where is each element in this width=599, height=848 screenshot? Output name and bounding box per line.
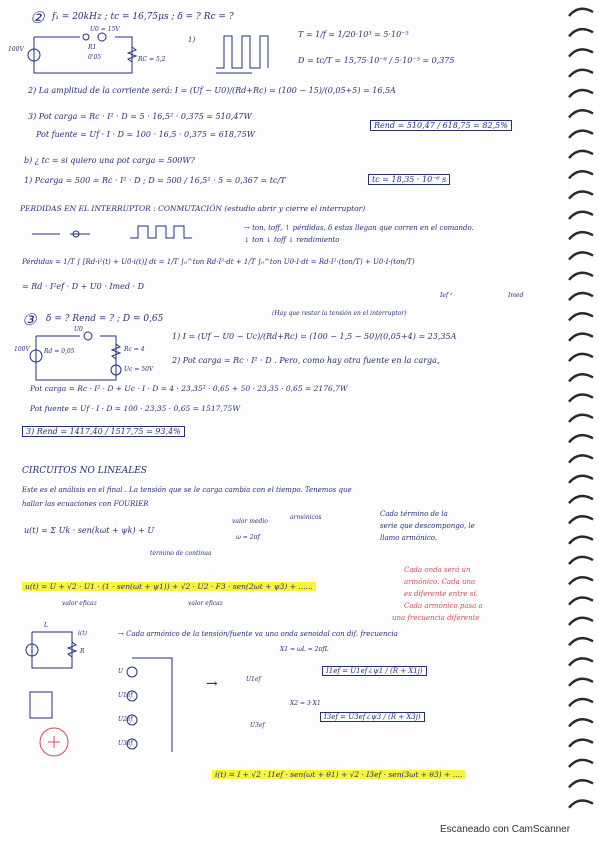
spiral-ring xyxy=(569,395,593,402)
red-note-5: una frecuencia diferente xyxy=(392,614,480,622)
spiral-ring xyxy=(569,49,593,56)
fourier-label-dc-term: término de continua xyxy=(150,550,212,557)
spiral-ring xyxy=(569,252,593,259)
spiral-ring xyxy=(569,577,593,584)
ief-label: Ief ² xyxy=(440,292,453,299)
period-formula: T = 1/f = 1/20·10³ = 5·10⁻⁵ xyxy=(298,30,409,39)
spiral-ring xyxy=(569,598,593,605)
spiral-ring xyxy=(569,374,593,381)
item2-current: 2) La amplitud de la corriente será: I = (Uf − U0)/(Rd+Rc) = (100 − 15)/(0,05+5) = 16,5A xyxy=(28,86,396,95)
decomp-u2: U2ef xyxy=(118,716,133,723)
spiral-ring xyxy=(569,679,593,686)
part-b-header: b) ¿ tc = si quiero una pot carga = 500W? xyxy=(24,156,195,165)
spiral-ring xyxy=(569,313,593,320)
circuit2-rc-label: Rc = 4 xyxy=(124,346,145,353)
problem-3-load-power: Pot carga = Rc · I² · D + Uc · I · D = 4 · 23,35² · 0,65 + 50 · 23,35 · 0,65 = 2176,7W xyxy=(30,384,348,393)
harmonic-note-3: llamo armónico. xyxy=(380,534,438,542)
decomposed-circuit xyxy=(22,652,182,772)
circuit-L-label: L xyxy=(44,622,48,629)
red-note-1: Cada onda será un xyxy=(404,566,471,574)
red-note-4: Cada armónico pasa a xyxy=(404,602,483,610)
decomp-u-bar: U xyxy=(118,668,124,675)
losses-result-formula: = Rd · I²ef · D + U0 · Imed · D xyxy=(22,282,145,291)
u1ef-source-label: U1ef xyxy=(246,676,261,683)
spiral-ring xyxy=(569,760,593,767)
spiral-ring xyxy=(569,801,593,808)
spiral-ring xyxy=(569,171,593,178)
imed-label: Imed xyxy=(508,292,524,299)
i1ef-formula: I1ef = U1ef∠ψ1 / (R + X1j) xyxy=(322,666,427,676)
decomp-u1: U1ef xyxy=(118,692,133,699)
problem-3-step1: 1) I = (Uf − U0 − Uc)/(Rd+Rc) = (100 − 1,5 − 50)/(0,05+4) = 23,35A xyxy=(172,332,457,341)
circuit1-r1-value: 0'05 xyxy=(88,54,102,61)
i3ef-formula: I3ef = U3ef∠ψ3 / (R + X3j) xyxy=(320,712,425,722)
problem-2-header: f₁ = 20kHz ; tc = 16,75μs ; δ = ? Rc = ? xyxy=(52,12,234,22)
spiral-ring xyxy=(569,212,593,219)
spiral-ring xyxy=(569,293,593,300)
spiral-binding xyxy=(565,0,599,820)
harmonic-note-1: Cada término de la xyxy=(380,510,448,518)
spiral-ring xyxy=(569,90,593,97)
problem-number-2: ② xyxy=(30,8,45,27)
spiral-ring xyxy=(569,699,593,706)
problem-3-source-power: Pot fuente = Uf · I · D = 100 · 23,35 · 0,65 = 1517,75W xyxy=(30,404,241,413)
spiral-ring xyxy=(569,9,593,16)
nonlinear-intro-1: Este es el análisis en el final . La tensión que se le carga cambia con el tiempo. Tenemos que xyxy=(22,486,352,494)
arrow-icon: → xyxy=(206,676,218,692)
spiral-ring xyxy=(569,70,593,77)
circuit1-source-label: 100V xyxy=(8,46,24,53)
decomp-u3: U3ef xyxy=(118,740,133,747)
spiral-ring xyxy=(569,29,593,36)
u3ef-source-label: U3ef xyxy=(250,722,265,729)
circuit2-source-label: 100V xyxy=(14,346,30,353)
spiral-ring xyxy=(569,638,593,645)
circuit2-u0-label: U0 xyxy=(74,326,83,333)
spiral-ring xyxy=(569,131,593,138)
item3-load-power: 3) Pot carga = Rc · I² · D = 5 · 16,5² · 0,375 = 510,47W xyxy=(28,112,252,121)
series-label-rms-1: valor eficaz xyxy=(62,600,97,607)
spiral-ring xyxy=(569,780,593,787)
spiral-ring xyxy=(569,537,593,544)
spiral-ring xyxy=(569,192,593,199)
circuit1-u0-label: U0 = 15V xyxy=(90,26,120,33)
spiral-ring xyxy=(569,151,593,158)
losses-note-2: ↓ ton ↓ toff ↓ rendimiento xyxy=(244,236,340,244)
circuit-R-label: R xyxy=(80,648,85,655)
circuit-current-label: i(t) xyxy=(78,630,88,637)
duty-formula: D = tc/T = 15,75·10⁻⁶ / 5·10⁻⁵ = 0,375 xyxy=(298,56,455,65)
spiral-ring xyxy=(569,719,593,726)
waveform-label: 1) xyxy=(188,36,196,44)
problem-3-step2: 2) Pot carga = Rc · I² · D . Pero, como hay otra fuente en la carga, xyxy=(172,356,440,365)
part-b-formula: 1) Pcarga = 500 = Rc · I² · D ; D = 500 / 16,5² · 5 = 0,367 = tc/T xyxy=(24,176,286,185)
problem-3-efficiency: 3) Rend = 1417,40 / 1517,75 = 93,4% xyxy=(22,426,185,437)
problem-3-header: δ = ? Rend = ? ; D = 0,65 xyxy=(46,314,164,324)
spiral-ring xyxy=(569,273,593,280)
spiral-ring xyxy=(569,455,593,462)
problem-3-note: (Hay que restar la tensión en el interruptor) xyxy=(272,310,407,317)
circuit2-uc-label: Uc = 50V xyxy=(124,366,154,373)
circuit-diagram-1 xyxy=(20,25,190,85)
spiral-ring xyxy=(569,415,593,422)
nonlinear-header: CIRCUITOS NO LINEALES xyxy=(22,466,147,476)
highlighted-fourier-series: u(t) = U + √2 · U1 · (1 · sen(ωt + ψ1)) + √2 · U2 · F3 · sen(2ωt + ψ3) + ...... xyxy=(22,582,316,591)
spiral-ring xyxy=(569,658,593,665)
pulse-waveform-1 xyxy=(212,28,272,78)
losses-header: PERDIDAS EN EL INTERRUPTOR : CONMUTACIÓN (estudio abrir y cierre el interruptor) xyxy=(20,204,366,213)
problem-number-3: ③ xyxy=(22,310,37,329)
reactance-x3: X2 = 3·X1 xyxy=(290,700,321,707)
spiral-ring xyxy=(569,354,593,361)
spiral-ring xyxy=(569,476,593,483)
red-note-3: es diferente entre sí. xyxy=(404,590,478,598)
harmonic-note-2: serie que descompongo, le xyxy=(380,522,475,530)
nonlinear-intro-2: hallar las ecuaciones con FOURIER xyxy=(22,500,149,508)
spiral-ring xyxy=(569,232,593,239)
final-current-equation: i(t) = I + √2 · I1ef · sen(ωt + θ1) + √2 · I3ef · sen(3ωt + θ3) + .... xyxy=(212,770,465,779)
spiral-ring xyxy=(569,740,593,747)
spiral-ring xyxy=(569,110,593,117)
spiral-ring xyxy=(569,496,593,503)
circuit-diagram-2 xyxy=(20,326,160,386)
scanner-watermark: Escaneado con CamScanner xyxy=(440,824,571,835)
spiral-ring xyxy=(569,334,593,341)
losses-integral-formula: Pérdidas = 1/T ∫ [Rd·i²(t) + U0·i(t)] dt = 1/T ∫₀^ton Rd·I²·dt + 1/T ∫₀^ton U0·I·dt = Rd·I²·(ton/T) + U0·I·(ton/T) xyxy=(22,258,415,266)
harmonic-circuit-note: → Cada armónico de la tensión/fuente va una onda senoidal con dif. frecuencia xyxy=(118,630,398,638)
fourier-label-mean: valor medio xyxy=(232,518,268,525)
spiral-ring xyxy=(569,618,593,625)
part-b-result: tc = 18,35 · 10⁻⁶ s xyxy=(368,174,450,185)
fourier-label-omega: ω = 2πf xyxy=(236,534,260,541)
circuit1-r1-label: R1 xyxy=(88,44,97,51)
series-label-rms-2: valor eficaz xyxy=(188,600,223,607)
switching-waveform xyxy=(30,222,230,242)
spiral-ring xyxy=(569,435,593,442)
spiral-ring xyxy=(569,557,593,564)
circuit1-rc-label: RC = 5,2 xyxy=(138,56,166,63)
item3-source-power: Pot fuente = Uf · I · D = 100 · 16,5 · 0,375 = 618,75W xyxy=(36,130,255,139)
red-note-2: armónico. Cada una xyxy=(404,578,476,586)
circuit2-rd-label: Rd = 0,05 xyxy=(44,348,75,355)
fourier-label-harmonics: armónicos xyxy=(290,514,322,521)
spiral-ring xyxy=(569,516,593,523)
fourier-equation: u(t) = Σ Uk · sen(kωt + ψk) + U xyxy=(24,526,155,535)
reactance-x1: X1 = ωL = 2πfL xyxy=(280,646,329,653)
item3-efficiency-result: Rend = 510,47 / 618,75 = 82,5% xyxy=(370,120,512,131)
losses-note-1: → ton, toff, ↑ pérdidas, δ estas llegan que corren en el comando. xyxy=(244,224,474,232)
